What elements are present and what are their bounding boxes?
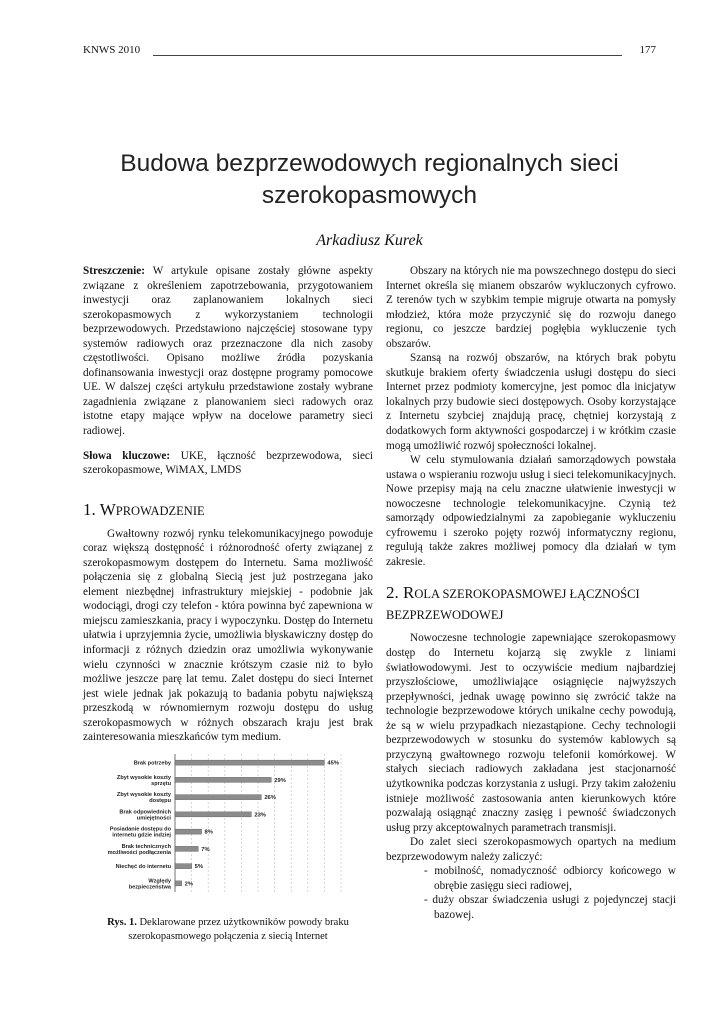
- section-1-text: Gwałtowny rozwój rynku telekomunikacyjnego powoduje coraz większą dostępność i różnorodność oferty związanej z szerokopasmowym dostępem do Internetu. Sama możliwość połączenia się z globalną Siecią jest już postrzegana jako element niezbędnej infrastruktury miejskiej - podobnie jak wodociągi, drogi czy telefon - która powinna być zapewniona w miejscu zamieszkania, pracy i wypoczynku. Dostęp do Internetu ułatwia i uprzyjemnia życie, umożliwia błyskawiczny dostęp do informacji z różnych dziedzin oraz umożliwia wykonywanie wielu czynności w znacznie krótszym czasie niż to było możliwe jeszcze parę lat temu. Zalet dostępu do sieci Internet jest wiele jednak jak pokazują to badania pobytu największą przeszkodą w równomiernym rozwoju dostępu do usług szerokopasmowych w różnych obszarach kraju jest brak zainteresowania mieszkańców tym medium.: [83, 527, 373, 744]
- running-header: [83, 44, 656, 60]
- right-column: [386, 264, 676, 922]
- section-2-number: 2. R: [386, 583, 415, 603]
- data-label: 26%: [264, 795, 276, 802]
- right-paragraph-2: Szansą na rozwój obszarów, na których brak pobytu skutkuje brakiem oferty świadczenia usługi dostępu do sieci Internet przez podmioty komercyjne, jest pomoc dla inicjatyw lokalnych przy budowie sieci dostępowych. Osoby korzystające z Internetu szybciej znajdują pracę, chętniej korzystają z dodatkowych form aktywności gospodarczej i w krótkim czasie mogą umożliwić rozwój społeczności lokalnej.: [386, 352, 676, 452]
- category-label: Brak odpowiednich: [119, 809, 171, 816]
- category-label: sprzętu: [151, 780, 171, 787]
- advantages-list: [386, 864, 676, 922]
- abstract-label: Streszczenie:: [83, 265, 145, 277]
- category-label: Posiadanie dostępu do: [109, 826, 171, 833]
- section-2-paragraph-1: Nowoczesne technologie zapewniające szerokopasmowy dostęp do Internetu kojarzą się zwykle z liniami światłowodowymi. Jest to oczywiście medium najbardziej przyszłościowe, umożliwiające osiągnięcie najwyższych przepływności, jednak uwagę powinno się zwrócić także na technologie bezprzewodowe których unikalne cechy powodują, że są w wielu przypadkach niezastąpione. Cechy technologii bezprzewodowych w stosunku do systemów kablowych są przyczyną gwałtownego rozwoju telefonii komórkowej. W stałych sieciach radiowych zakładana jest stacjonarność użytkownika podczas korzystania z usługi. Przy takim założeniu istnieje możliwość zastosowania anten kierunkowych które pozwalają osiągnąć znaczny zasięg i pewność świadczonych usług przy akceptowalnych parametrach transmisji.: [386, 632, 676, 834]
- journal-label: KNWS 2010: [83, 44, 141, 56]
- data-label: 7%: [201, 846, 210, 853]
- abstract: [83, 264, 373, 439]
- category-label: dostępu: [149, 798, 171, 805]
- title-line-2: szerokopasmowych: [261, 182, 478, 209]
- data-label: 5%: [194, 864, 203, 871]
- category-label: bezpieczeństwa: [128, 884, 171, 891]
- list-item: - duży obszar świadczenia usługi z pojedynczej stacji bazowej.: [424, 894, 676, 921]
- bar: [175, 777, 271, 782]
- section-2-title-part-2: BEZPRZEWODOWEJ: [386, 608, 504, 623]
- category-label: internetu gdzie indziej: [112, 832, 171, 839]
- category-label: Brak potrzeby: [133, 760, 171, 767]
- bar: [175, 829, 202, 834]
- data-label: 23%: [254, 812, 266, 819]
- section-2-title-part-1: OLA SZEROKOPASMOWEJ ŁĄCZNOŚCI: [414, 587, 640, 602]
- paper-title: [83, 148, 656, 212]
- category-label: Względy: [148, 878, 171, 885]
- bar: [175, 812, 251, 817]
- figure-label: Rys. 1.: [107, 917, 137, 928]
- keywords: [83, 449, 373, 478]
- section-2-heading: [386, 583, 676, 625]
- figure-chart: [83, 752, 373, 912]
- right-paragraph-1: Obszary na których nie ma powszechnego dostępu do sieci Internet określa się mianem obszarów wykluczonych cyfrowo. Z terenów tych w szybkim tempie migruje otwarta na pomysły młodzież, która może przyczynić się do rozwoju danego regionu, co jeszcze bardziej pogłębia wykluczenie tych obszarów.: [386, 265, 676, 350]
- page-number: 177: [639, 44, 656, 56]
- category-label: Brak technicznych: [121, 843, 171, 850]
- section-1-title: PROWADZENIE: [115, 503, 205, 518]
- bar: [175, 846, 198, 851]
- header-rule: [153, 55, 622, 56]
- list-item: - mobilność, nomadyczność odbiorcy końcowego w obrębie zasięgu sieci radiowej,: [424, 865, 676, 892]
- bar: [175, 864, 192, 869]
- section-2-paragraph-2: Do zalet sieci szerokopasmowych opartych na medium bezprzewodowym należy zaliczyć:: [386, 836, 676, 863]
- category-label: umiejętności: [136, 815, 171, 822]
- section-1-heading: [83, 500, 373, 521]
- keywords-label: Słowa kluczowe:: [83, 449, 171, 462]
- bar: [175, 760, 324, 765]
- category-label: Zbyt wysokie koszty: [116, 774, 171, 781]
- section-1-number: 1. W: [83, 499, 116, 519]
- keywords-text: UKE, łączność bezprzewodowa, sieci szerokopasmowe, WiMAX, LMDS: [83, 449, 374, 477]
- data-label: 8%: [204, 829, 213, 836]
- caption-line-2: szerokopasmowego połączenia z siecią Internet: [128, 931, 328, 942]
- bar: [175, 795, 261, 800]
- right-paragraph-3: W celu stymulowania działań samorządowych powstała ustawa o wspieraniu rozwoju usług i sieci telekomunikacyjnych. Nowe przepisy mają na celu znaczne ułatwienie inwestycji w nowoczesne technologie telekomunikacyjne. Czynią też samorządy odpowiedzialnymi za zapobieganie wykluczeniu cyfrowemu i szeroko pojęty rozwój informatyczny regionu, regulują także zakres możliwej pomocy dla działań w tym zakresie.: [386, 454, 676, 568]
- bar: [175, 881, 182, 886]
- left-column: [83, 264, 373, 745]
- title-line-1: Budowa bezprzewodowych regionalnych sieci: [120, 150, 619, 177]
- category-label: możliwości podłączenia: [107, 849, 171, 856]
- data-label: 45%: [327, 760, 340, 767]
- author-name: Arkadiusz Kurek: [316, 232, 423, 249]
- abstract-text: W artykule opisane zostały główne aspekty związane z określeniem zapotrzebowania, przygotowaniem inwestycji oraz zaplanowaniem lokalnych sieci szerokopasmowych z wykorzystaniem technologii bezprzewodowych. Przedstawiono najczęściej stosowane typy systemów radiowych oraz przeznaczone dla nich zasoby częstotliwości. Opisano możliwe źródła pozyskania dofinansowania inwestycji oraz dostępne programy pomocowe UE. W dalszej części artykułu przedstawione zostały wybrane zagadnienia związane z planowaniem sieci radowych oraz istotne etapy mające wpływ na docelowe parametry sieci radiowej.: [83, 265, 373, 438]
- data-label: 2%: [184, 881, 194, 888]
- category-label: Zbyt wysokie koszty: [116, 792, 171, 799]
- bar-chart: [83, 752, 373, 912]
- figure-caption: [83, 916, 373, 944]
- category-label: Niechęć do internetu: [115, 864, 171, 871]
- caption-line-1: Deklarowane przez użytkowników powody braku: [136, 917, 349, 928]
- data-label: 29%: [274, 777, 286, 784]
